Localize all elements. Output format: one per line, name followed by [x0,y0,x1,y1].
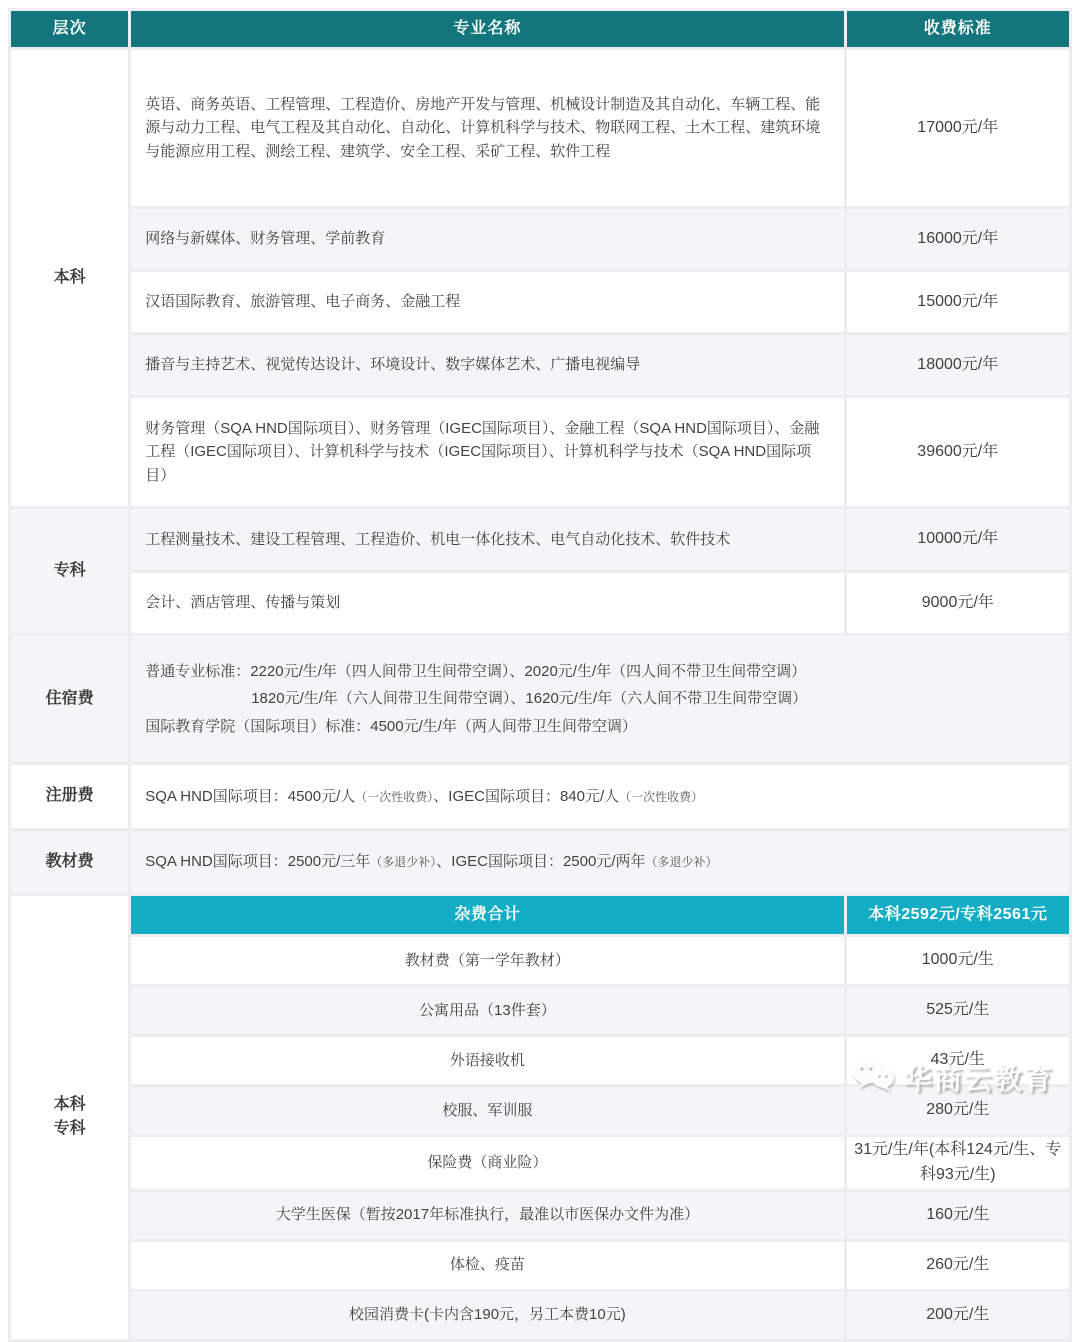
misc-row [11,987,1069,1034]
table-row [11,50,1069,206]
table-row [11,398,1069,506]
level-cell-zhusufei: 住宿费 [11,636,128,762]
misc-fee-cell: 1000元/生 [847,937,1069,984]
misc-row [11,1242,1069,1289]
misc-item-cell: 大学生医保（暂按2017年标准执行，最准以市医保办文件为准） [131,1192,843,1239]
misc-item-cell: 体检、疫苗 [131,1242,843,1289]
accommodation-line-1: 普通专业标准：2220元/生/年（四人间带卫生间带空调）、2020元/生/年（四人间不带卫生间带空调） [145,663,807,681]
misc-fee-cell: 280元/生 [847,1087,1069,1134]
tuition-fee-table [8,8,1072,1342]
misc-fee-cell: 200元/生 [847,1292,1069,1339]
header-fee: 收费标准 [847,11,1069,47]
level-cell-benke: 本科 [11,50,128,506]
table-row [11,509,1069,570]
fee-table-container [8,8,1072,1342]
misc-row [11,1137,1069,1189]
fee-cell: 17000元/年 [847,50,1069,206]
accommodation-row [11,636,1069,762]
misc-row [11,937,1069,984]
misc-item-cell: 外语接收机 [131,1037,843,1084]
table-row [11,335,1069,395]
registration-detail-cell [131,765,1069,828]
misc-row [11,1292,1069,1339]
registration-row [11,765,1069,828]
watermark [850,1056,1054,1099]
textbook-note-1: （多退少补） [370,855,437,870]
header-major: 专业名称 [131,11,843,47]
registration-text-2: 、IGEC国际项目：840元/人 [433,787,620,805]
level-cell-benke-zhuanke [11,896,128,1339]
accommodation-detail-cell [131,636,1069,762]
level-label-line1: 本科 [53,1095,86,1113]
major-cell: 会计、酒店管理、传播与策划 [131,573,843,633]
misc-subheader-row [11,896,1069,934]
misc-header-value: 本科2592元/专科2561元 [847,896,1069,934]
misc-fee-cell: 31元/生/年(本科124元/生、专科93元/生) [847,1137,1069,1189]
misc-item-cell: 校服、军训服 [131,1087,843,1134]
misc-item-cell: 保险费（商业险） [131,1137,843,1189]
registration-text: SQA HND国际项目：4500元/人 [145,787,356,805]
level-cell-zhucefei: 注册费 [11,765,128,828]
major-cell: 播音与主持艺术、视觉传达设计、环境设计、数字媒体艺术、广播电视编导 [131,335,843,395]
accommodation-line-2: 1820元/生/年（六人间带卫生间带空调）、1620元/生/年（六人间不带卫生间带空调） [251,690,808,708]
header-level: 层次 [11,11,128,47]
major-cell: 网络与新媒体、财务管理、学前教育 [131,209,843,269]
major-cell: 英语、商务英语、工程管理、工程造价、房地产开发与管理、机械设计制造及其自动化、车辆工程、能源与动力工程、电气工程及其自动化、自动化、计算机科学与技术、物联网工程、土木工程、建筑环境与能源应用工程、测绘工程、建筑学、安全工程、采矿工程、软件工程 [131,50,843,206]
wechat-icon [850,1056,896,1099]
level-label-line2: 专科 [53,1120,86,1138]
major-cell: 财务管理（SQA HND国际项目）、财务管理（IGEC国际项目）、金融工程（SQA HND国际项目）、金融工程（IGEC国际项目）、计算机科学与技术（IGEC国际项目）、计算机科学与技术（SQA HND国际项目） [131,398,843,506]
misc-fee-cell: 260元/生 [847,1242,1069,1289]
misc-item-cell: 教材费（第一学年教材） [131,937,843,984]
textbook-text: SQA HND国际项目：2500元/三年 [145,853,371,871]
textbook-note-2: （多退少补） [645,855,718,870]
table-header-row [11,11,1069,47]
watermark-text: 华商云教育 [904,1063,1055,1095]
textbook-text-2: 、IGEC国际项目：2500元/两年 [436,853,646,871]
misc-fee-cell: 525元/生 [847,987,1069,1034]
accommodation-line-3: 国际教育学院（国际项目）标准：4500元/生/年（两人间带卫生间带空调） [145,717,637,735]
textbook-detail-cell [131,831,1069,893]
registration-note-1: （一次性收费） [355,789,434,804]
fee-cell: 15000元/年 [847,272,1069,332]
major-cell: 工程测量技术、建设工程管理、工程造价、机电一体化技术、电气自动化技术、软件技术 [131,509,843,570]
misc-header-label: 杂费合计 [131,896,843,934]
level-cell-zhuanke: 专科 [11,509,128,633]
misc-row [11,1192,1069,1239]
misc-fee-cell: 160元/生 [847,1192,1069,1239]
misc-fee-cell: 43元/生 [847,1037,1069,1084]
major-cell: 汉语国际教育、旅游管理、电子商务、金融工程 [131,272,843,332]
table-row [11,272,1069,332]
fee-cell: 16000元/年 [847,209,1069,269]
fee-cell: 39600元/年 [847,398,1069,506]
fee-cell: 10000元/年 [847,509,1069,570]
fee-cell: 18000元/年 [847,335,1069,395]
table-row [11,209,1069,269]
misc-item-cell: 公寓用品（13件套） [131,987,843,1034]
misc-item-cell: 校园消费卡(卡内含190元，另工本费10元) [131,1292,843,1339]
level-cell-jiaocaifei: 教材费 [11,831,128,893]
fee-cell: 9000元/年 [847,573,1069,633]
table-row [11,573,1069,633]
registration-note-2: （一次性收费） [619,789,704,804]
textbook-row [11,831,1069,893]
